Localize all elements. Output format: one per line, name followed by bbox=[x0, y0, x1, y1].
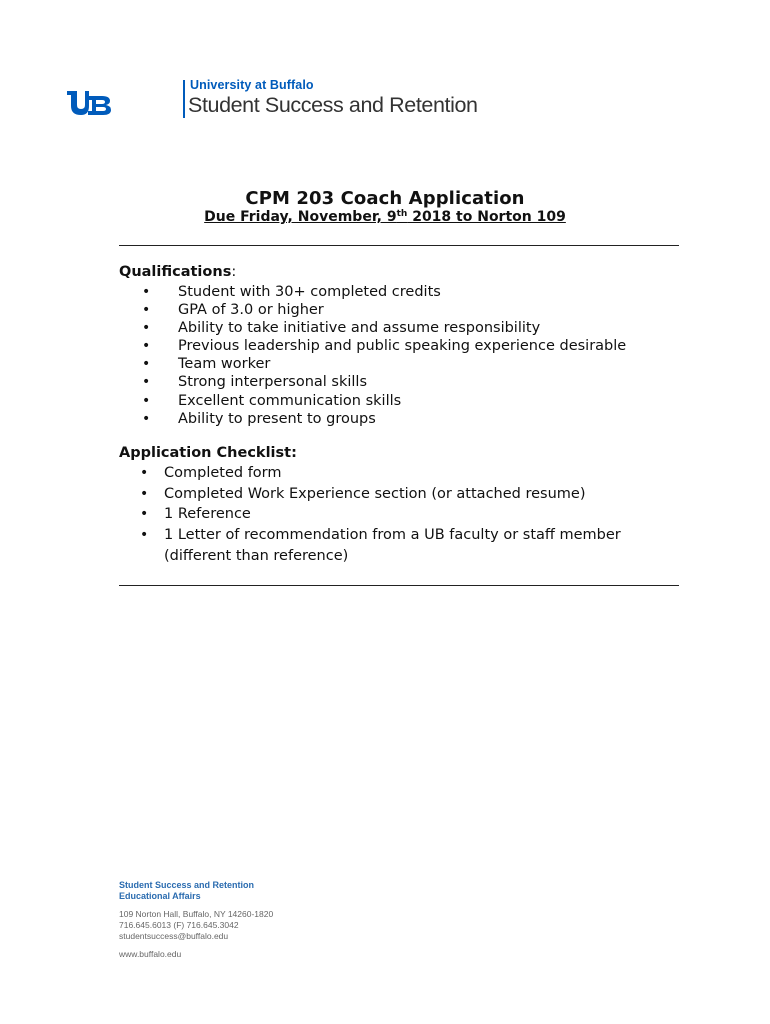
checklist-item-text: Completed Work Experience section (or attached resume) bbox=[164, 485, 586, 502]
list-item bbox=[142, 337, 627, 355]
list-item-text: Ability to present to groups bbox=[178, 410, 376, 427]
divider-top bbox=[119, 245, 679, 246]
checklist-item-text: Completed form bbox=[164, 465, 282, 481]
checklist-list bbox=[140, 463, 664, 566]
checklist-heading: Application Checklist: bbox=[119, 445, 297, 461]
bullet-icon: • bbox=[140, 506, 149, 523]
checklist-item-text: 1 Reference bbox=[164, 506, 251, 523]
list-item-text: Excellent communication skills bbox=[178, 392, 402, 409]
page-title: CPM 203 Coach Application bbox=[245, 188, 525, 209]
due-date-suffix: 2018 to Norton 109 bbox=[407, 209, 566, 225]
department-name: Student Success and Retention bbox=[188, 93, 478, 117]
university-name: University at Buffalo bbox=[190, 78, 314, 92]
list-item-text: Ability to take initiative and assume responsibility bbox=[178, 320, 541, 337]
qualifications-heading bbox=[119, 264, 236, 280]
checklist-item bbox=[140, 504, 664, 525]
bullet-icon: • bbox=[140, 485, 149, 502]
checklist-item-text: 1 Letter of recommendation from a UB faculty or staff member (different than reference) bbox=[164, 527, 621, 564]
footer-org-name: Student Success and Retention bbox=[119, 880, 255, 890]
footer-address: 109 Norton Hall, Buffalo, NY 14260-1820 bbox=[119, 909, 274, 919]
footer-phone: 716.645.6013 (F) 716.645.3042 bbox=[119, 920, 239, 930]
bullet-icon: • bbox=[142, 356, 151, 373]
list-item-text: Student with 30+ completed credits bbox=[178, 284, 441, 300]
bullet-icon: • bbox=[142, 392, 151, 409]
checklist-item bbox=[140, 463, 664, 484]
list-item bbox=[142, 355, 626, 373]
footer-email: studentsuccess@buffalo.edu bbox=[119, 931, 229, 941]
bullet-icon: • bbox=[142, 374, 151, 391]
list-item bbox=[142, 301, 626, 319]
list-item bbox=[142, 410, 626, 428]
logo-divider bbox=[183, 80, 185, 118]
list-item-text: Previous leadership and public speaking experience desirable bbox=[178, 338, 627, 355]
bullet-icon: • bbox=[142, 284, 151, 300]
list-item bbox=[142, 319, 626, 337]
due-date-superscript: th bbox=[396, 209, 408, 219]
list-item bbox=[142, 392, 626, 410]
list-item-text: Team worker bbox=[178, 356, 271, 373]
qualifications-list bbox=[142, 283, 627, 428]
bullet-icon: • bbox=[142, 338, 151, 355]
due-date-prefix: Due Friday, November, 9 bbox=[204, 209, 397, 225]
bullet-icon: • bbox=[142, 302, 151, 319]
list-item bbox=[142, 373, 626, 391]
due-date-subtitle bbox=[0, 209, 770, 225]
bullet-icon: • bbox=[142, 410, 151, 427]
qualifications-heading-colon: : bbox=[231, 264, 237, 280]
list-item-text: GPA of 3.0 or higher bbox=[178, 302, 324, 319]
qualifications-heading-text: Qualifications bbox=[119, 264, 232, 280]
ub-logo bbox=[66, 78, 478, 120]
footer-website: www.buffalo.edu bbox=[119, 949, 182, 959]
checklist-item bbox=[140, 525, 664, 566]
bullet-icon: • bbox=[142, 320, 151, 337]
list-item-text: Strong interpersonal skills bbox=[178, 374, 368, 391]
bullet-icon: • bbox=[140, 527, 149, 544]
checklist-item bbox=[140, 484, 664, 505]
footer-division: Educational Affairs bbox=[119, 891, 201, 901]
footer-contact bbox=[119, 880, 273, 960]
list-item bbox=[142, 283, 626, 301]
bullet-icon: • bbox=[140, 465, 149, 481]
ub-logo-icon bbox=[66, 90, 112, 116]
divider-bottom bbox=[119, 585, 679, 586]
